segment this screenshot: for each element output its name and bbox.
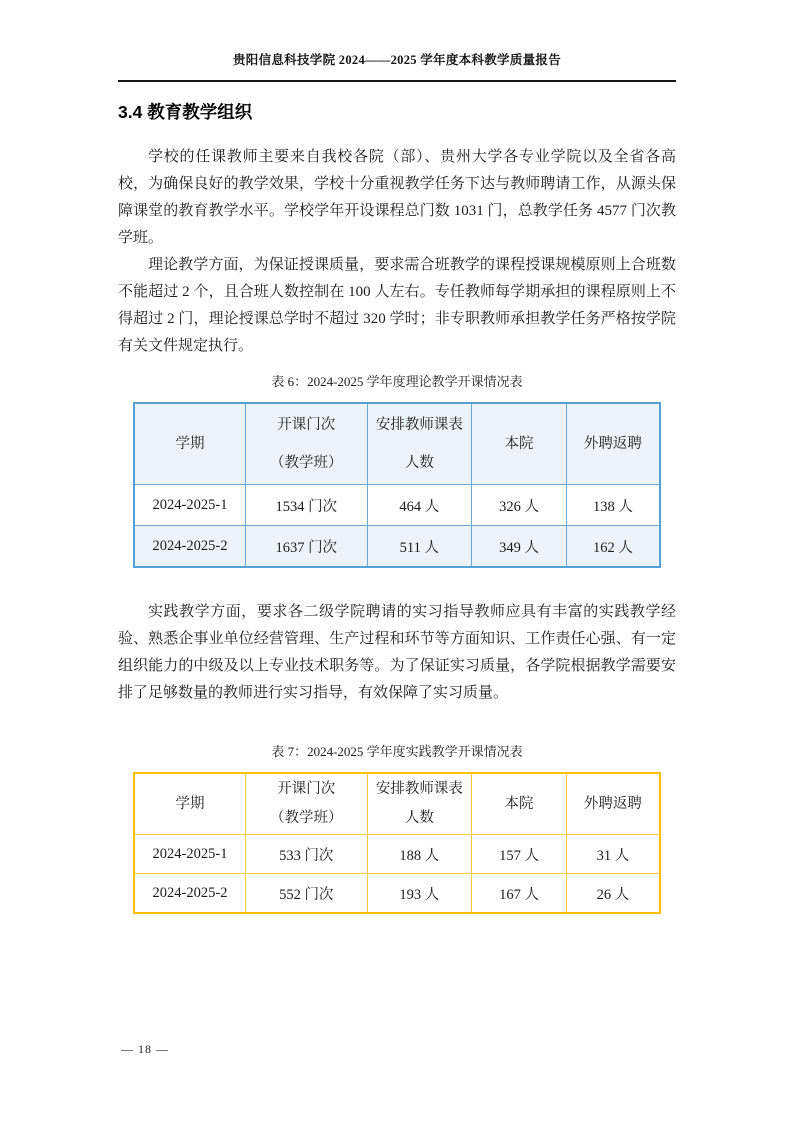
table-cell: 511 人 bbox=[367, 526, 472, 568]
column-header-course-count: 开课门次 （教学班） bbox=[246, 403, 368, 485]
table-row bbox=[134, 485, 660, 526]
table-practice-header bbox=[134, 773, 660, 835]
table-cell: 464 人 bbox=[367, 485, 472, 526]
document-header bbox=[118, 50, 676, 82]
table-cell: 138 人 bbox=[566, 485, 660, 526]
column-header-external-hires: 外聘返聘 bbox=[566, 773, 660, 835]
table-cell: 157 人 bbox=[472, 835, 567, 874]
column-header-scheduled-teachers: 安排教师课表 人数 bbox=[367, 773, 472, 835]
paragraph-teachers-source: 学校的任课教师主要来自我校各院（部）、贵州大学各专业学院以及全省各高校，为确保良好的教学效果，学校十分重视教学任务下达与教师聘请工作，从源头保障课堂的教育教学水平。学校学年开设课程总门数 1031 门，总教学任务 4577 门次教学班。 bbox=[118, 149, 676, 246]
table7-caption: 表 7：2024-2025 学年度实践教学开课情况表 bbox=[271, 744, 523, 759]
table-row bbox=[134, 835, 660, 874]
table-header-row bbox=[134, 773, 660, 835]
table-cell: 326 人 bbox=[472, 485, 567, 526]
column-header-semester: 学期 bbox=[134, 773, 246, 835]
column-header-semester: 学期 bbox=[134, 403, 246, 485]
table-cell: 1534 门次 bbox=[246, 485, 368, 526]
column-header-own-college: 本院 bbox=[472, 403, 567, 485]
table-cell: 2024-2025-2 bbox=[134, 526, 246, 568]
paragraph-theory-teaching: 理论教学方面，为保证授课质量，要求需合班教学的课程授课规模原则上合班数不能超过 2 个，且合班人数控制在 100 人左右。专任教师每学期承担的课程原则上不得超过 2 门，理论授课总学时不超过 320 学时；非专职教师承担教学任务严格按学院有关文件规定执行。 bbox=[118, 257, 676, 354]
table-cell: 2024-2025-2 bbox=[134, 874, 246, 914]
table-cell: 552 门次 bbox=[246, 874, 368, 914]
table-cell: 2024-2025-1 bbox=[134, 485, 246, 526]
table-cell: 188 人 bbox=[367, 835, 472, 874]
table-theory-teaching bbox=[133, 402, 661, 568]
table-row bbox=[134, 874, 660, 914]
column-header-course-count: 开课门次 （教学班） bbox=[246, 773, 368, 835]
header-title: 贵阳信息科技学院 2024——2025 学年度本科教学质量报告 bbox=[232, 53, 562, 67]
table-cell: 31 人 bbox=[566, 835, 660, 874]
table-cell: 167 人 bbox=[472, 874, 567, 914]
table-cell: 193 人 bbox=[367, 874, 472, 914]
column-header-scheduled-teachers: 安排教师课表 人数 bbox=[367, 403, 472, 485]
table-row bbox=[134, 526, 660, 568]
table-practice-teaching bbox=[133, 772, 661, 914]
page-number: — 18 — bbox=[121, 1042, 169, 1056]
paragraph-practice-teaching: 实践教学方面，要求各二级学院聘请的实习指导教师应具有丰富的实践教学经验、熟悉企事业单位经营管理、生产过程和环节等方面知识、工作责任心强、有一定组织能力的中级及以上专业技术职务等。为了保证实习质量，各学院根据教学需要安排了足够数量的教师进行实习指导，有效保障了实习质量。 bbox=[118, 604, 676, 701]
table-cell: 1637 门次 bbox=[246, 526, 368, 568]
table-cell: 26 人 bbox=[566, 874, 660, 914]
section-title: 3.4 教育教学组织 bbox=[118, 102, 253, 122]
column-header-own-college: 本院 bbox=[472, 773, 567, 835]
table-cell: 2024-2025-1 bbox=[134, 835, 246, 874]
table-header-row bbox=[134, 403, 660, 485]
header-rule bbox=[118, 80, 676, 82]
table-cell: 162 人 bbox=[566, 526, 660, 568]
column-header-external-hires: 外聘返聘 bbox=[566, 403, 660, 485]
table-theory-header bbox=[134, 403, 660, 485]
table6-caption: 表 6：2024-2025 学年度理论教学开课情况表 bbox=[271, 374, 523, 389]
table-cell: 349 人 bbox=[472, 526, 567, 568]
table-cell: 533 门次 bbox=[246, 835, 368, 874]
